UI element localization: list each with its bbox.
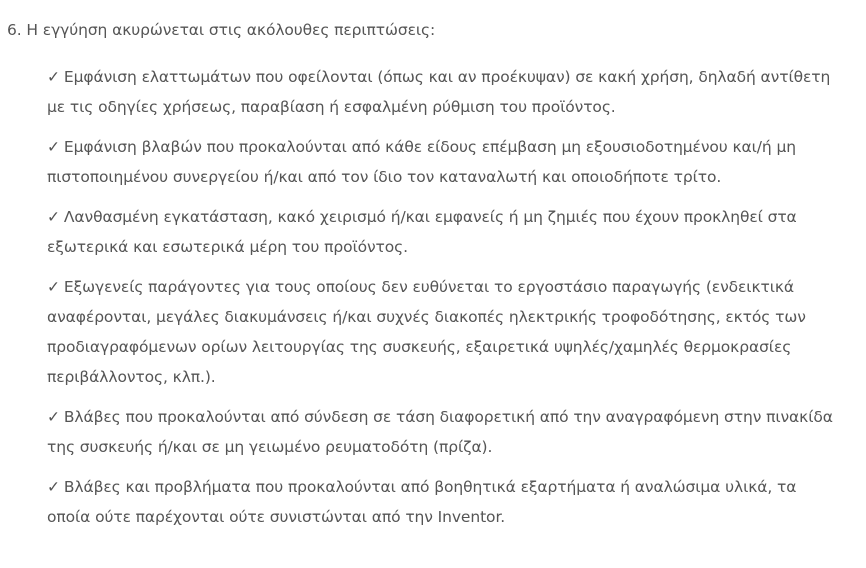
checkmark-icon: ✓ — [47, 408, 60, 426]
checkmark-icon: ✓ — [47, 68, 60, 86]
list-item-text: Βλάβες που προκαλούνται από σύνδεση σε τάση διαφορετική από την αναγραφόμενη στην πινακίδα της συσκευής ή/και σε μη γειωμένο ρευματοδότη (πρίζα). — [47, 408, 833, 456]
checkmark-icon: ✓ — [47, 208, 60, 226]
list-item — [47, 132, 837, 192]
list-item-text: Εμφάνιση ελαττωμάτων που οφείλονται (όπως και αν προέκυψαν) σε κακή χρήση, δηλαδή αντίθετη με τις οδηγίες χρήσεως, παραβίαση ή εσφαλμένη ρύθμιση του προϊόντος. — [47, 68, 831, 116]
list-item — [47, 402, 837, 462]
list-item — [47, 472, 837, 532]
list-item-text: Εξωγενείς παράγοντες για τους οποίους δεν ευθύνεται το εργοστάσιο παραγωγής (ενδεικτικά αναφέρονται, μεγάλες διακυμάνσεις ή/και συχνές διακοπές ηλεκτρικής τροφοδότησης, εκτός των προδιαγραφόμενων ορίων λειτουργίας της συσκευής, εξαιρετικά υψηλές/χαμηλές θερμοκρασίες περιβάλλοντος, κλπ.). — [47, 278, 806, 386]
list-item — [47, 202, 837, 262]
exclusions-list — [7, 62, 846, 532]
list-item-text: Λανθασμένη εγκατάσταση, κακό χειρισμό ή/και εμφανείς ή μη ζημιές που έχουν προκληθεί στα εξωτερικά και εσωτερικά μέρη του προϊόντος. — [47, 208, 797, 256]
list-item — [47, 272, 837, 392]
list-item-text: Εμφάνιση βλαβών που προκαλούνται από κάθε είδους επέμβαση μη εξουσιοδοτημένου και/ή μη πιστοποιημένου συνεργείου ή/και από τον ίδιο τον καταναλωτή και οποιοδήποτε τρίτο. — [47, 138, 796, 186]
section-heading: 6. Η εγγύηση ακυρώνεται στις ακόλουθες περιπτώσεις: — [7, 21, 436, 39]
checkmark-icon: ✓ — [47, 478, 60, 496]
list-item-text: Βλάβες και προβλήματα που προκαλούνται από βοηθητικά εξαρτήματα ή αναλώσιμα υλικά, τα οποία ούτε παρέχονται ούτε συνιστώνται από την Inventor. — [47, 478, 797, 526]
checkmark-icon: ✓ — [47, 278, 60, 296]
checkmark-icon: ✓ — [47, 138, 60, 156]
list-item — [47, 62, 837, 122]
